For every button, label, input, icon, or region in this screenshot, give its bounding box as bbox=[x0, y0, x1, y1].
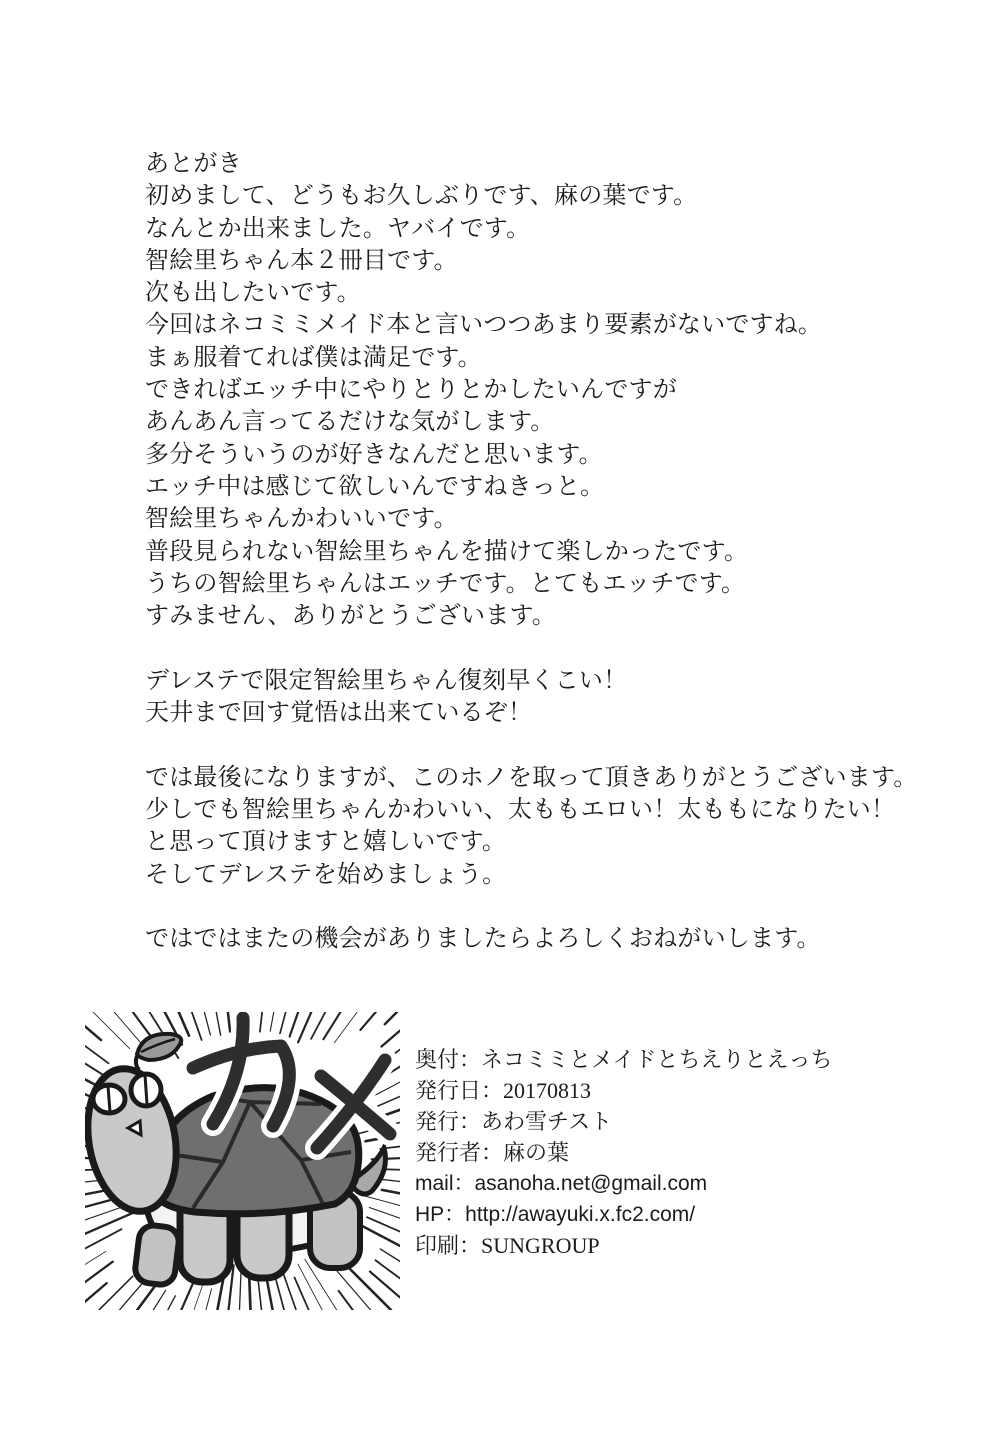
afterword-line: 今回はネコミミメイド本と言いつつあまり要素がないですね。 bbox=[145, 312, 823, 339]
colophon-line-printer: 印刷：SUNGROUP bbox=[415, 1233, 600, 1258]
paragraph-gap bbox=[145, 729, 945, 761]
afterword-line: あんあん言ってるだけな気がします。 bbox=[145, 409, 555, 436]
afterword-line: 智絵里ちゃんかわいいです。 bbox=[145, 506, 458, 533]
afterword-title: あとがき bbox=[145, 151, 242, 177]
afterword-line: エッチ中は感じて欲しいんですねきっと。 bbox=[145, 473, 605, 500]
afterword-line: できればエッチ中にやりとりとかしたいんですが bbox=[145, 377, 677, 404]
paragraph-gap bbox=[145, 632, 945, 664]
afterword-line: 多分そういうのが好きなんだと思います。 bbox=[145, 441, 603, 468]
colophon-line-author: 発行者：麻の葉 bbox=[415, 1140, 570, 1165]
afterword-line: ではではまたの機会がありましたらよろしくおねがいします。 bbox=[145, 926, 821, 953]
afterword-line: デレステで限定智絵里ちゃん復刻早くこい！ bbox=[145, 667, 628, 694]
afterword-line: うちの智絵里ちゃんはエッチです。とてもエッチです。 bbox=[145, 570, 746, 597]
paragraph-gap bbox=[145, 891, 945, 923]
afterword-line: そしてデレステを始めましょう。 bbox=[145, 861, 507, 888]
colophon-line-date: 発行日：20170813 bbox=[415, 1078, 592, 1103]
afterword-line: まぁ服着てれば僕は満足です。 bbox=[145, 344, 482, 371]
turtle-drawing bbox=[85, 1012, 400, 1310]
afterword-line: 智絵里ちゃん本２冊目です。 bbox=[145, 247, 458, 274]
afterword-line: では最後になりますが、このホノを取って頂きありがとうございます。 bbox=[145, 764, 918, 791]
colophon-line-title: 奥付：ネコミミとメイドとちえりとえっち bbox=[415, 1047, 833, 1072]
turtle-pupil bbox=[145, 1075, 147, 1104]
turtle-leg bbox=[134, 1224, 181, 1286]
leaf-icon bbox=[136, 1034, 181, 1070]
afterword-line: 次も出したいです。 bbox=[145, 280, 361, 307]
colophon-line-circle: 発行：あわ雪チスト bbox=[415, 1109, 613, 1134]
afterword-line: 天井まで回す覚悟は出来ているぞ！ bbox=[145, 700, 533, 727]
colophon-line-mail: mail：asanoha.net@gmail.com bbox=[415, 1172, 708, 1195]
afterword-line: すみません、ありがとうございます。 bbox=[145, 603, 556, 630]
colophon bbox=[415, 1044, 955, 1261]
afterword-line: と思って頂けますと嬉しいです。 bbox=[145, 829, 507, 856]
afterword-text bbox=[145, 148, 945, 955]
afterword-line: 初めまして、どうもお久しぶりです、麻の葉です。 bbox=[145, 183, 698, 210]
turtle-pupil bbox=[108, 1086, 110, 1112]
afterword-line: なんとか出来ました。ヤバイです。 bbox=[145, 215, 531, 242]
colophon-line-hp: HP：http://awayuki.x.fc2.com/ bbox=[415, 1203, 696, 1226]
turtle-illustration bbox=[85, 1012, 400, 1310]
afterword-line: 少しでも智絵里ちゃんかわいい、太ももエロい！太ももになりたい！ bbox=[145, 796, 896, 823]
afterword-line: 普段見られない智絵里ちゃんを描けて楽しかったです。 bbox=[145, 538, 749, 565]
